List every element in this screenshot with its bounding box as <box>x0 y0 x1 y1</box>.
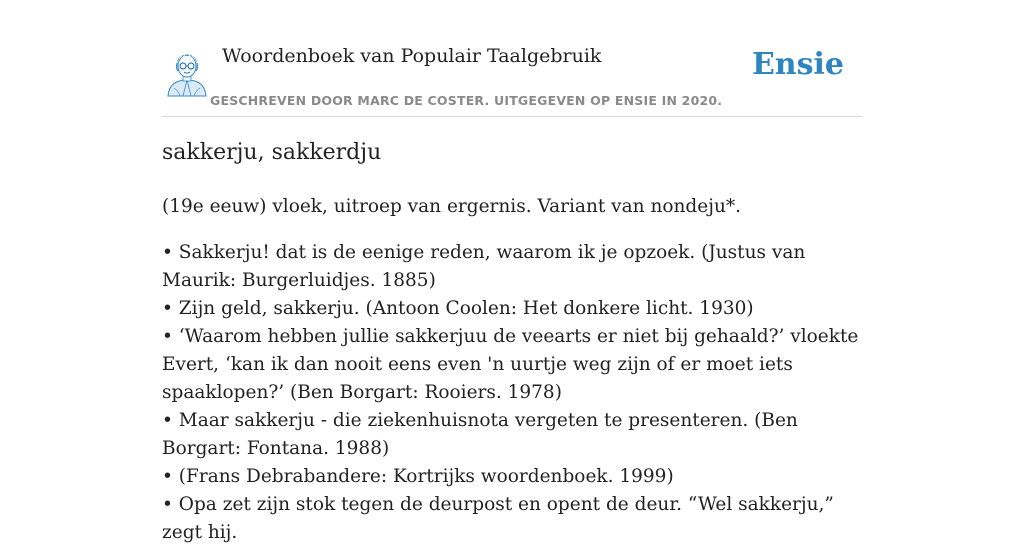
citation-list <box>162 239 862 547</box>
citation-item: • Sakkerju! dat is de eenige reden, waarom ik je opzoek. (Justus van Maurik: Burgerluidjes. 1885) <box>162 242 806 291</box>
book-title[interactable]: Woordenboek van Populair Taalgebruik <box>222 45 602 67</box>
citation-item: • Maar sakkerju - die ziekenhuisnota vergeten te presenteren. (Ben Borgart: Fontana. 1988) <box>162 410 798 459</box>
citation-item: • ‘Waarom hebben jullie sakkerjuu de veearts er niet bij gehaald?’ vloekte Evert, ‘kan ik dan nooit eens even 'n uurtje weg zijn of er moet iets spaaklopen?’ (Ben Borgart: Rooiers. 1978) <box>162 326 859 403</box>
dictionary-page <box>162 0 862 543</box>
author-portrait-icon[interactable] <box>164 46 210 96</box>
page-header <box>162 0 862 117</box>
citation-item: • Opa zet zijn stok tegen de deurpost en opent de deur. “Wel sakkerju,” zegt hij. <box>162 494 834 543</box>
entry-definition: (19e eeuw) vloek, uitroep van ergernis. Variant van nondeju*. <box>162 196 741 217</box>
entry-headword: sakkerju, sakkerdju <box>162 140 382 165</box>
author-byline: GESCHREVEN DOOR MARC DE COSTER. UITGEGEVEN OP ENSIE IN 2020. <box>210 93 723 108</box>
citation-item: • (Frans Debrabandere: Kortrijks woordenboek. 1999) <box>162 466 674 487</box>
ensie-logo-link[interactable]: Ensie <box>751 47 844 82</box>
citation-item: • Zijn geld, sakkerju. (Antoon Coolen: Het donkere licht. 1930) <box>162 298 754 319</box>
